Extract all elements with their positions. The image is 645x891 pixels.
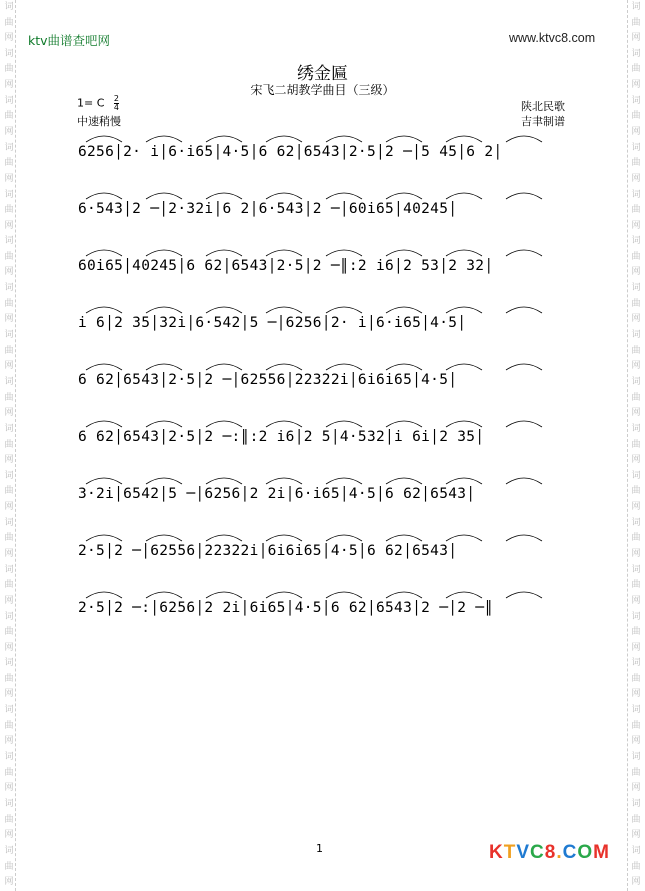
side-watermark-char: 曲 [4, 533, 14, 544]
side-watermark-char: 词 [631, 377, 641, 388]
slur-arc [446, 307, 482, 313]
slur-arc [86, 421, 122, 427]
side-watermark-char: 网 [631, 689, 641, 700]
side-watermark-char: 词 [4, 283, 14, 294]
slur-arc [206, 478, 242, 484]
slur-arc [146, 535, 182, 541]
slur-arc [206, 592, 242, 598]
side-watermark-char: 网 [4, 689, 14, 700]
slur-arc [266, 193, 302, 199]
side-watermark-char: 曲 [631, 251, 641, 262]
side-watermark-char: 网 [631, 830, 641, 841]
side-watermark-char: 网 [631, 79, 641, 90]
side-watermark-char: 词 [4, 799, 14, 810]
side-watermark-char: 词 [4, 752, 14, 763]
slur-arc [446, 136, 482, 142]
side-watermark-char: 网 [4, 830, 14, 841]
side-watermark-char: 曲 [4, 814, 14, 825]
side-watermark-char: 词 [631, 330, 641, 341]
slur-arc [86, 193, 122, 199]
side-watermark-char: 网 [4, 455, 14, 466]
slur-arc [146, 478, 182, 484]
slur-arc [146, 250, 182, 256]
slur-arc [446, 193, 482, 199]
slur-marks [78, 240, 569, 258]
slur-arc [146, 421, 182, 427]
slur-arc [326, 592, 362, 598]
score-line [78, 242, 569, 288]
song-subtitle: 宋飞二胡教学曲目（三级） [250, 83, 395, 97]
slur-arc [386, 193, 422, 199]
side-watermark-char: 网 [4, 126, 14, 137]
side-watermark-char: 网 [4, 736, 14, 747]
side-watermark-char: 网 [631, 33, 641, 43]
score-notes: 3·2i│6542│5 ─│6256│2 2i│6·i65│4·5│6 62│6543│ [78, 486, 476, 502]
side-watermark-char: 网 [631, 595, 641, 606]
slur-arc [386, 592, 422, 598]
time-bottom: 4 [113, 103, 119, 112]
side-watermark-char: 词 [631, 752, 641, 763]
side-watermark-char: 网 [4, 220, 14, 231]
slur-arc [326, 535, 362, 541]
slur-arc [86, 364, 122, 370]
side-watermark-char: 词 [631, 283, 641, 294]
slur-arc [506, 136, 542, 142]
side-watermark-char: 词 [4, 705, 14, 716]
slur-arc [86, 535, 122, 541]
side-watermark-char: 词 [4, 189, 14, 200]
side-watermark-char: 曲 [4, 298, 14, 309]
slur-arc [206, 364, 242, 370]
side-watermark-char: 网 [4, 548, 14, 559]
side-watermark-char: 曲 [631, 673, 641, 684]
slur-arc [386, 421, 422, 427]
side-watermark-char: 网 [631, 173, 641, 184]
side-watermark-char: 网 [631, 783, 641, 794]
side-watermark-char: 词 [4, 142, 14, 153]
side-watermark-right [629, 0, 643, 891]
side-watermark-char: 曲 [4, 251, 14, 262]
page-number: 1 [316, 842, 323, 855]
slur-arc [506, 421, 542, 427]
slur-arc [326, 421, 362, 427]
score-line [78, 356, 569, 402]
slur-arc [446, 421, 482, 427]
logo-letter: T [503, 842, 517, 863]
slur-arc [266, 136, 302, 142]
slur-arc [506, 592, 542, 598]
side-watermark-char: 网 [4, 595, 14, 606]
logo-letter: V [516, 842, 531, 863]
side-watermark-char: 曲 [4, 392, 14, 403]
slur-arc [326, 250, 362, 256]
side-watermark-char: 词 [4, 377, 14, 388]
side-watermark-char: 词 [631, 48, 641, 59]
side-watermark-char: 曲 [4, 345, 14, 356]
slur-arc [146, 193, 182, 199]
side-watermark-char: 曲 [4, 720, 14, 731]
side-watermark-char: 曲 [4, 673, 14, 684]
slur-marks [78, 183, 569, 201]
score-line [78, 128, 569, 174]
side-watermark-char: 曲 [631, 580, 641, 591]
side-watermark-char: 词 [631, 424, 641, 435]
side-watermark-char: 词 [4, 846, 14, 857]
side-watermark-left [2, 0, 16, 891]
side-watermark-char: 词 [631, 846, 641, 857]
slur-arc [506, 193, 542, 199]
score-notes: i 6│2 35│32i│6·542│5 ─│6256│2· i│6·i65│4·5│ [78, 315, 467, 331]
slur-arc [506, 307, 542, 313]
side-watermark-char: 曲 [4, 861, 14, 872]
score-line [78, 299, 569, 345]
score-line [78, 584, 569, 630]
key-label: 1= C [77, 96, 105, 110]
side-watermark-char: 网 [631, 642, 641, 653]
side-watermark-char: 网 [631, 220, 641, 231]
side-watermark-char: 网 [4, 501, 14, 512]
side-watermark-char: 曲 [4, 158, 14, 169]
slur-marks [78, 525, 569, 543]
logo-letter: 8 [544, 842, 557, 863]
side-watermark-char: 曲 [4, 205, 14, 216]
side-watermark-char: 曲 [631, 205, 641, 216]
side-watermark-char: 网 [4, 361, 14, 372]
side-watermark-char: 网 [631, 455, 641, 466]
side-watermark-char: 词 [4, 470, 14, 481]
slur-arc [506, 535, 542, 541]
side-watermark-char: 网 [4, 408, 14, 419]
slur-arc [446, 250, 482, 256]
slur-arc [266, 421, 302, 427]
side-watermark-char: 网 [4, 267, 14, 278]
side-watermark-char: 网 [631, 267, 641, 278]
logo-letter: C [530, 842, 545, 863]
tempo-marking: 中速稍慢 [77, 115, 121, 128]
song-title: 绣金匾 [297, 64, 348, 84]
side-watermark-char: 网 [631, 736, 641, 747]
slur-marks [78, 411, 569, 429]
slur-arc [266, 250, 302, 256]
slur-arc [206, 136, 242, 142]
side-watermark-char: 曲 [631, 64, 641, 75]
slur-arc [86, 478, 122, 484]
side-watermark-char: 词 [631, 564, 641, 575]
score-line [78, 527, 569, 573]
slur-arc [386, 535, 422, 541]
side-watermark-char: 词 [4, 658, 14, 669]
side-watermark-char: 词 [631, 470, 641, 481]
slur-arc [386, 478, 422, 484]
side-watermark-char: 曲 [631, 158, 641, 169]
side-watermark-char: 网 [4, 877, 14, 888]
side-watermark-char: 词 [631, 611, 641, 622]
score-line [78, 413, 569, 459]
site-url[interactable]: www.ktvc8.com [509, 31, 596, 45]
site-name[interactable]: ktv曲谱查吧网 [28, 33, 111, 48]
site-logo[interactable] [489, 842, 610, 864]
slur-arc [146, 364, 182, 370]
side-watermark-char: 曲 [4, 439, 14, 450]
slur-arc [266, 364, 302, 370]
slur-arc [86, 250, 122, 256]
slur-arc [326, 364, 362, 370]
side-watermark-char: 曲 [631, 17, 641, 28]
slur-arc [86, 136, 122, 142]
side-watermark-char: 网 [631, 408, 641, 419]
side-watermark-char: 词 [631, 658, 641, 669]
side-watermark-char: 曲 [631, 627, 641, 638]
slur-arc [206, 535, 242, 541]
side-watermark-char: 曲 [631, 439, 641, 450]
key-signature [77, 95, 119, 112]
score-notes: 6·543│2 ─│2·32i│6 2│6·543│2 ─│60i65│40245│ [78, 201, 458, 217]
logo-letter: K [489, 842, 504, 863]
score-notes: 60i65│40245│6 62│6543│2·5│2 ─║:2 i6│2 53│2 32│ [78, 258, 494, 274]
side-watermark-char: 曲 [4, 767, 14, 778]
side-watermark-char: 词 [4, 564, 14, 575]
slur-arc [506, 478, 542, 484]
side-watermark-char: 网 [4, 173, 14, 184]
slur-arc [326, 193, 362, 199]
side-watermark-char: 曲 [631, 861, 641, 872]
logo-letter: O [577, 842, 594, 863]
side-watermark-char: 网 [4, 79, 14, 90]
slur-arc [326, 307, 362, 313]
side-watermark-char: 曲 [631, 814, 641, 825]
side-watermark-char: 词 [631, 236, 641, 247]
side-watermark-char: 词 [631, 799, 641, 810]
side-watermark-char: 词 [4, 611, 14, 622]
side-watermark-char: 曲 [631, 392, 641, 403]
side-watermark-char: 曲 [631, 298, 641, 309]
side-watermark-char: 网 [631, 126, 641, 137]
side-watermark-char: 网 [4, 33, 14, 43]
side-watermark-char: 网 [4, 783, 14, 794]
side-watermark-char: 曲 [631, 486, 641, 497]
slur-arc [146, 307, 182, 313]
time-signature [114, 95, 119, 112]
slur-marks [78, 582, 569, 600]
slur-arc [146, 136, 182, 142]
side-watermark-char: 网 [631, 877, 641, 888]
side-watermark-char: 曲 [4, 486, 14, 497]
slur-arc [86, 307, 122, 313]
side-watermark-char: 网 [631, 548, 641, 559]
slur-arc [206, 307, 242, 313]
side-watermark-char: 词 [631, 95, 641, 106]
side-watermark-char: 曲 [631, 720, 641, 731]
score-notes: 6256│2· i│6·i65│4·5│6 62│6543│2·5│2 ─│5 45│6 2│ [78, 144, 503, 160]
side-watermark-char: 网 [631, 361, 641, 372]
score-notes: 6 62│6543│2·5│2 ─│62556│22322i│6i6i65│4·5│ [78, 372, 458, 388]
side-watermark-char: 曲 [631, 767, 641, 778]
side-watermark-char: 词 [4, 95, 14, 106]
song-origin: 陕北民歌 [521, 100, 565, 113]
side-watermark-char: 词 [4, 424, 14, 435]
side-watermark-char: 词 [631, 189, 641, 200]
side-watermark-char: 词 [4, 330, 14, 341]
slur-arc [386, 307, 422, 313]
side-watermark-char: 曲 [4, 17, 14, 28]
slur-arc [206, 421, 242, 427]
side-watermark-char: 网 [631, 314, 641, 325]
slur-arc [506, 364, 542, 370]
side-watermark-char: 词 [631, 142, 641, 153]
side-watermark-char: 曲 [631, 533, 641, 544]
slur-arc [266, 307, 302, 313]
side-watermark-char: 词 [631, 2, 641, 12]
time-top: 2 [113, 94, 119, 103]
slur-arc [206, 193, 242, 199]
slur-arc [446, 478, 482, 484]
slur-arc [206, 250, 242, 256]
side-watermark-char: 词 [4, 48, 14, 59]
slur-marks [78, 297, 569, 315]
side-watermark-char: 曲 [631, 111, 641, 122]
score-line [78, 185, 569, 231]
side-watermark-char: 词 [4, 2, 14, 12]
slur-arc [146, 592, 182, 598]
score-notes: 2·5│2 ─:│6256│2 2i│6i65│4·5│6 62│6543│2 ─│2 ─║ [78, 600, 494, 616]
side-watermark-char: 词 [4, 236, 14, 247]
slur-marks [78, 354, 569, 372]
slur-arc [506, 250, 542, 256]
slur-arc [386, 364, 422, 370]
side-watermark-char: 曲 [4, 627, 14, 638]
side-watermark-char: 词 [631, 517, 641, 528]
score-notes: 2·5│2 ─│62556│22322i│6i6i65│4·5│6 62│6543│ [78, 543, 458, 559]
side-watermark-char: 词 [631, 705, 641, 716]
score-line [78, 470, 569, 516]
slur-arc [386, 136, 422, 142]
slur-marks [78, 126, 569, 144]
logo-letter: C [562, 842, 578, 863]
side-watermark-char: 网 [4, 314, 14, 325]
logo-letter: . [556, 842, 563, 863]
slur-arc [446, 592, 482, 598]
side-watermark-char: 曲 [631, 345, 641, 356]
slur-arc [446, 535, 482, 541]
slur-arc [326, 136, 362, 142]
arranger-credit: 吉聿制谱 [521, 115, 565, 128]
score-notes: 6 62│6543│2·5│2 ─:║:2 i6│2 5│4·532│i 6i│2 35│ [78, 429, 485, 445]
slur-arc [86, 592, 122, 598]
slur-arc [266, 478, 302, 484]
slur-marks [78, 468, 569, 486]
side-watermark-char: 曲 [4, 64, 14, 75]
slur-arc [446, 364, 482, 370]
side-watermark-char: 词 [4, 517, 14, 528]
side-watermark-char: 网 [631, 501, 641, 512]
side-watermark-char: 曲 [4, 580, 14, 591]
side-watermark-char: 网 [4, 642, 14, 653]
slur-arc [266, 592, 302, 598]
side-watermark-char: 曲 [4, 111, 14, 122]
slur-arc [266, 535, 302, 541]
logo-letter: M [593, 842, 610, 863]
slur-arc [326, 478, 362, 484]
slur-arc [386, 250, 422, 256]
